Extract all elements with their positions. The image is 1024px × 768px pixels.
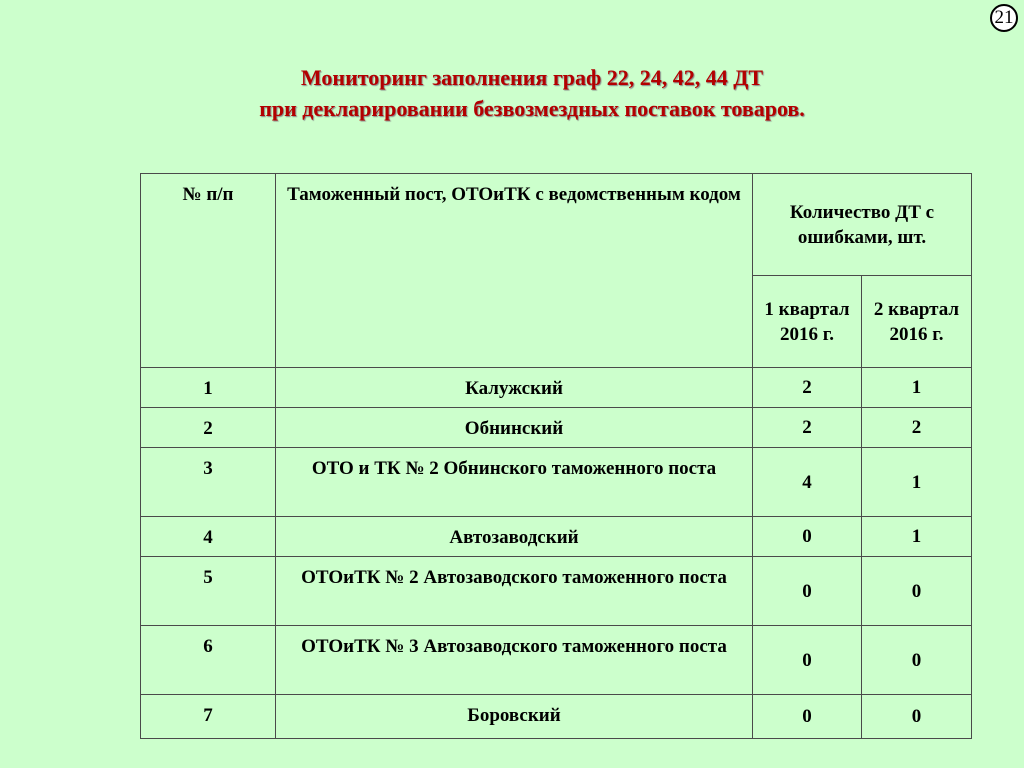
header-count: Количество ДТ с ошибками, шт. xyxy=(753,174,972,276)
row-number: 2 xyxy=(141,408,276,448)
row-q2-value: 1 xyxy=(862,368,972,408)
row-post-name: ОТОиТК № 2 Автозаводского таможенного поста xyxy=(276,557,753,626)
table-row xyxy=(141,626,972,695)
title-line-1: Мониторинг заполнения граф 22, 24, 42, 44 ДТ xyxy=(300,65,764,90)
row-post-name: ОТОиТК № 3 Автозаводского таможенного поста xyxy=(276,626,753,695)
row-q1-value: 0 xyxy=(753,626,862,695)
row-q2-value: 2 xyxy=(862,408,972,448)
table-header-row xyxy=(141,174,972,276)
row-q1-value: 0 xyxy=(753,517,862,557)
row-post-name: Калужский xyxy=(276,368,753,408)
row-post-name: ОТО и ТК № 2 Обнинского таможенного поста xyxy=(276,448,753,517)
row-post-name: Боровский xyxy=(276,695,753,739)
table-row xyxy=(141,408,972,448)
monitoring-table xyxy=(140,173,972,739)
header-number: № п/п xyxy=(141,174,276,368)
row-q2-value: 0 xyxy=(862,557,972,626)
row-number: 3 xyxy=(141,448,276,517)
row-post-name: Обнинский xyxy=(276,408,753,448)
row-q2-value: 1 xyxy=(862,517,972,557)
row-q1-value: 4 xyxy=(753,448,862,517)
header-q1: 1 квартал 2016 г. xyxy=(753,276,862,368)
row-q2-value: 1 xyxy=(862,448,972,517)
page-number-badge: 21 xyxy=(990,4,1018,32)
row-q2-value: 0 xyxy=(862,626,972,695)
table-row xyxy=(141,557,972,626)
row-q1-value: 0 xyxy=(753,695,862,739)
table-row xyxy=(141,517,972,557)
row-q1-value: 0 xyxy=(753,557,862,626)
row-number: 4 xyxy=(141,517,276,557)
row-q1-value: 2 xyxy=(753,408,862,448)
row-number: 6 xyxy=(141,626,276,695)
row-number: 1 xyxy=(141,368,276,408)
header-q2: 2 квартал 2016 г. xyxy=(862,276,972,368)
header-post: Таможенный пост, ОТОиТК с ведомственным кодом xyxy=(276,174,753,368)
title-line-2: при декларировании безвозмездных поставок товаров. xyxy=(259,96,805,121)
row-q1-value: 2 xyxy=(753,368,862,408)
table-row xyxy=(141,695,972,739)
table-row xyxy=(141,368,972,408)
row-number: 5 xyxy=(141,557,276,626)
table-row xyxy=(141,448,972,517)
row-number: 7 xyxy=(141,695,276,739)
row-q2-value: 0 xyxy=(862,695,972,739)
row-post-name: Автозаводский xyxy=(276,517,753,557)
slide-title xyxy=(0,62,1024,124)
